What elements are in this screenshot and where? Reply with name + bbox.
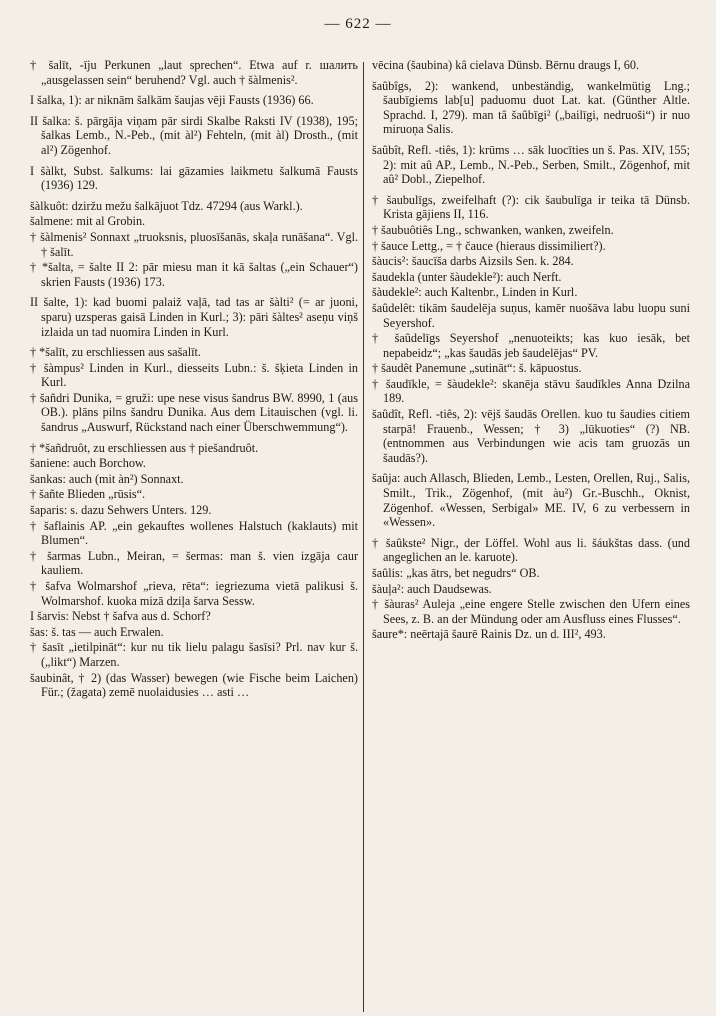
entry-saudit: šaûdît, Refl. -tiês, 2): vējš šaudās Orellen. kuo tu šaudies citiem starpā! Frauenb., Wessen; † 3) „lūkuoties“ (?) NB. (entnommen aus Verbindungen wie acis tam gruozās un šaudās?).	[372, 407, 690, 465]
entry-saniene: šaniene: auch Borchow.	[30, 456, 146, 471]
entry-sauras: † šàuras² Auleja „eine engere Stelle zwischen den Ufern eines Sees, z. B. an der Mündung oder am Ausfluss eines Flusses“.	[372, 597, 690, 626]
entry-saubit: šaûbît, Refl. -tiês, 1): krūms … sāk luocīties un š. Pas. XIV, 155; 2): mit aû AP., Lemb., N.-Peb., Serben, Smilt., Zögenhof, mit aû² Dobl., Ziepelhof.	[372, 142, 690, 187]
entry-saubinat: šaubinât, † 2) (das Wasser) bewegen (wie Fische beim Laichen) Für.; (žagata) zemē nuolaidusies … asti …	[30, 670, 358, 700]
entry-salkuot: šàlkuôt: dziržu mežu šalkājuot Tdz. 47294 (aus Warkl.).	[30, 198, 303, 213]
entry-saulis: šaûlis: „kas ātrs, bet negudrs“ OB.	[372, 566, 540, 580]
entry-sandri: † šañdri Dunika, = gruži: upe nese visus šandrus BW. 8990, 1 (aus OB.). plāns pilns šandru Dunika. Aus dem Litauischen (vgl. li. šandrus „Auswurf, Rückstand nach einer Überschwemmung“).	[30, 390, 358, 435]
column-divider	[363, 62, 364, 1012]
entry-saucis: šàucis²: šaucīša darbs Aizsils Sen. k. 284.	[372, 254, 574, 269]
entry-salkt: I šàlkt, Subst. šalkums: lai gāzamies laikmetu šalkumā Fausts (1936) 129.	[30, 163, 358, 193]
entry-sauce: † šauce Lettg., = † čauce (hieraus dissimiliert?).	[372, 238, 606, 253]
entry-salta: † *šalta, = šalte II 2: pār miesu man it kā šaltas („ein Schauer“) skrien Fausts (1936) 173.	[30, 260, 358, 289]
entry-saudekla: šaudekla (unter šàudekle²): auch Nerft.	[372, 269, 562, 284]
entry-salka-2: II šalka: š. pārgāja viņam pār sirdi Skalbe Raksti IV (1938), 195; šalkas Lemb., N.-Peb., (mit àl²) Fehteln, (mit àl) Drosth., (mit al²) Zögenhof.	[30, 113, 358, 157]
entry-salit: † šalīt, -īju Perkunen „laut sprechen“. Etwa auf r. шалить „ausgelassen sein“ beruhend? Vgl. auch † šàlmenis².	[30, 58, 358, 87]
entry-saparis: šaparis: s. dazu Sehwers Unters. 129.	[30, 503, 212, 518]
entry-saukste: † šaûkste² Nigr., der Löffel. Wohl aus li. šáukštas dass. (und angeglichen an le. karuote).	[372, 535, 690, 565]
entry-saudeligs: † šaûdelīgs Seyershof „nenuoteikts; kas kuo iesāk, bet nepabeidz“; „kas šaudās jeb šaudelējas“ PV.	[372, 331, 690, 360]
entry-saflainis: † šaflainis AP. „ein gekauftes wollenes Halstuch (kaklauts) mit Blumen“.	[30, 518, 358, 548]
entry-saudet: † šaudêt Panemune „sutināt“: š. kāpuostus.	[372, 361, 582, 376]
entry-sarva: † šafva Wolmarshof „rieva, rēta“: iegriezuma vietā palikusi š. Wolmarshof. kuoka mizā dziļa šarva Sessw.	[30, 579, 358, 608]
entry-salka-1: I šalka, 1): ar niknām šalkām šaujas vēji Fausts (1936) 66.	[30, 93, 314, 108]
entry-sarvis: I šarvis: Nebst † šafva aus d. Schorf?	[30, 609, 211, 624]
entry-sante: † šañte Blieden „rūsis“.	[30, 487, 146, 502]
entry-salmenis: † šàlmenis² Sonnaxt „truoksnis, pluosīšanās, skaļa runāšana“. Vgl. † šalīt.	[30, 229, 358, 259]
entry-sas: šas: š. tas — auch Erwalen.	[30, 624, 164, 639]
entry-salmene: šalmene: mit al Grobin.	[30, 214, 146, 229]
entry-saubigs: šaûbîgs, 2): wankend, unbeständig, wankelmütig Lng.; šaubīgiems lab[u] paduomu duot Lat. kat. (Günther Altle. Sprachd. I, 279). man tâ šaûbīgi² („bailīgi, nedruoši“) ir nuo miruoņa Salis.	[372, 78, 690, 137]
entry-sankas: šankas: auch (mit àn²) Sonnaxt.	[30, 471, 184, 486]
entry-saula: šàuļa²: auch Daudsewas.	[372, 581, 492, 596]
entry-saudikle: † šaudīkle, = šàudekle²: skanēja stāvu šaudīkles Anna Dzilna 189.	[372, 376, 690, 406]
left-column	[30, 58, 358, 701]
entry-sampus: † šàmpus² Linden in Kurl., diesseits Lubn.: š. šķieta Linden in Kurl.	[30, 360, 358, 390]
entry-vecina-continued: vēcina (šaubina) kâ cielava Dünsb. Bērnu draugs I, 60.	[372, 58, 640, 72]
entry-saure: šaure*: neērtajā šaurē Rainis Dz. un d. III², 493.	[372, 627, 606, 642]
page-number: — 622 —	[324, 16, 392, 32]
entry-saudekle: šàudekle²: auch Kaltenbr., Linden in Kurl.	[372, 285, 578, 300]
right-column	[372, 58, 690, 643]
entry-saudelet: šaûdelêt: tikām šaudelēja suņus, kamēr nuošāva labu luopu suni Seyershof.	[372, 300, 690, 330]
entry-sasit: † šasīt „ietilpināt“: kur nu tik lielu palagu šasīsi? Prl. nav kur š. („likt“) Marzen.	[30, 640, 358, 669]
entry-salit-2: † *šalīt, zu erschliessen aus sašalīt.	[30, 345, 201, 360]
entry-sarmas: † šarmas Lubn., Meiran, = šermas: man š. vien izgāja caur kauliem.	[30, 548, 358, 578]
entry-salte: II šalte, 1): kad buomi palaiž vaļā, tad tas ar šàlti² (= ar juoni, sparu) uzsperas gaisā Linden in Kurl.; 3): pāri šàltes² aseņu viņš izlaida un tad nuomira Linden in Kurl.	[30, 295, 358, 339]
entry-saubuoties: † šaubuôtiês Lng., schwanken, wanken, zweifeln.	[372, 222, 614, 237]
entry-sandruot: † *šañdruôt, zu erschliessen aus † piešandruôt.	[30, 440, 259, 455]
entry-saubuligs: † šaubulīgs, zweifelhaft (?): cik šaubulīga ir teika tā Dünsb. Krista gājiens II, 116.	[372, 192, 690, 222]
entry-sauja: šaûja: auch Allasch, Blieden, Lemb., Lesten, Orellen, Ruj., Salis, Smilt., Trik., Zögenhof, (mit àu²) Gr.-Buschh., Oknist, Zögenhof. «Wessen, Serbigal» ME. IV, 6 zu verbessern in «Wessen».	[372, 471, 690, 530]
